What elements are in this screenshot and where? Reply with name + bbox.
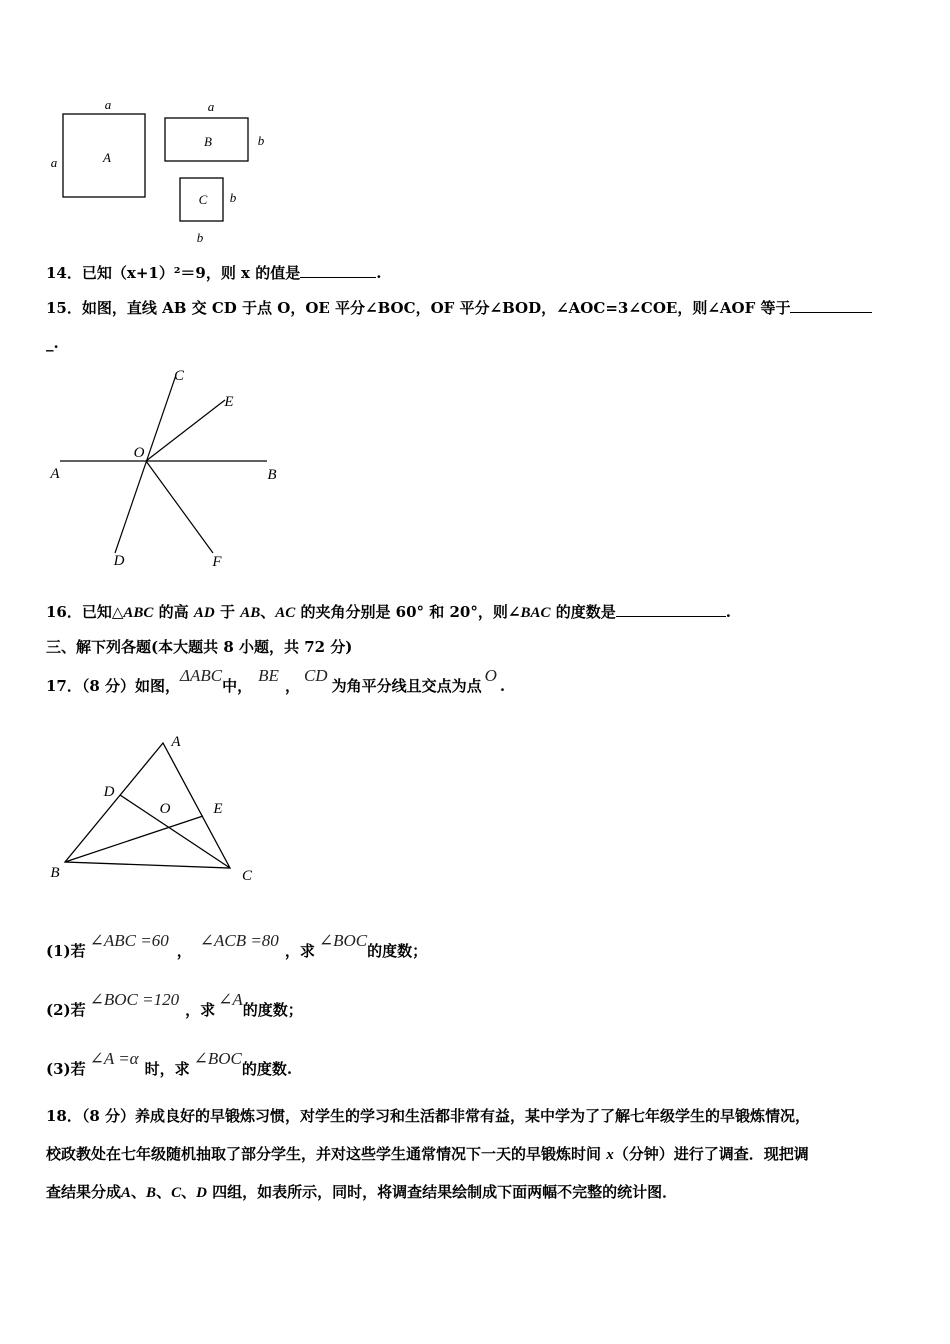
q17-1-text: ，求 — [284, 942, 315, 960]
q16-side-ac: AC — [275, 605, 296, 621]
square-a-top-label: a — [104, 97, 112, 112]
rect-b-name: B — [204, 134, 212, 149]
question-17 — [46, 666, 506, 696]
point-f-label: F — [212, 554, 222, 570]
answer-blank — [616, 602, 726, 617]
rect-b-right-label: b — [257, 133, 265, 148]
q17-1-angle-abc: ∠ABC =60 — [89, 931, 169, 950]
q16-angle: BAC — [520, 605, 551, 621]
q16-side-ab: AB — [240, 605, 261, 621]
q17-3-text: 的度数. — [241, 1060, 293, 1078]
point-e-label: E — [213, 801, 223, 817]
question-14 — [46, 262, 381, 283]
q18-variable-x: x — [606, 1147, 614, 1163]
q17-bisector-be: BE — [258, 666, 279, 685]
q16-end: . — [725, 603, 731, 621]
q17-text: ， — [284, 677, 300, 695]
question-14-text: 14．已知（x+1）²＝9，则 x 的值是 — [46, 264, 301, 282]
q18-sep: 、 — [131, 1183, 147, 1201]
point-e-label: E — [224, 394, 234, 410]
q18-sep: 、 — [156, 1183, 172, 1201]
q16-text: 于 — [214, 603, 241, 621]
q16-text: 的夹角分别是 60° 和 20°，则∠ — [295, 603, 521, 621]
q16-triangle: ABC — [123, 605, 154, 621]
question-14-end: . — [376, 264, 382, 282]
point-d-label: D — [113, 553, 125, 569]
q17-text: 17．（8 分）如图， — [46, 677, 181, 695]
q17-1-text: ， — [176, 942, 192, 960]
q18-text: 四组，如表所示，同时，将调查结果绘制成下面两幅不完整的统计图． — [206, 1183, 678, 1201]
triangle-abc — [65, 743, 230, 868]
question-16 — [46, 601, 731, 622]
q17-end: . — [499, 677, 506, 695]
q16-text: 、 — [260, 603, 276, 621]
q18-group-a: A — [121, 1185, 132, 1201]
q17-2-text: ，求 — [185, 1001, 216, 1019]
question-15 — [46, 297, 872, 318]
question-15-text: 15．如图，直线 AB 交 CD 于点 O，OE 平分∠BOC，OF 平分∠BOD，∠AOC=3∠COE，则∠AOF 等于 — [46, 299, 791, 317]
q17-1-text: (1)若 — [46, 942, 86, 960]
q17-text: 中， — [222, 677, 253, 695]
question-17-part-3 — [46, 1049, 293, 1079]
point-b-label: B — [267, 467, 277, 483]
point-d-label: D — [103, 784, 115, 800]
q16-text: 16．已知△ — [46, 603, 124, 621]
square-c-bottom-label: b — [196, 230, 204, 245]
q17-triangle: ΔABC — [180, 666, 223, 685]
q17-2-text: (2)若 — [46, 1001, 86, 1019]
rect-b-top-label: a — [207, 99, 215, 114]
q18-text: （分钟）进行了调查．现把调 — [613, 1145, 809, 1163]
answer-blank — [300, 263, 376, 278]
q16-altitude: AD — [193, 605, 215, 621]
question-18-line-2 — [46, 1143, 809, 1164]
q17-1-angle-acb: ∠ACB =80 — [199, 931, 279, 950]
q17-3-text: 时，求 — [144, 1060, 190, 1078]
point-a-label: A — [50, 466, 60, 482]
q18-group-d: D — [196, 1185, 207, 1201]
q17-bisector-cd: CD — [303, 666, 328, 685]
answer-blank — [790, 298, 872, 313]
vertex-b-label: B — [50, 865, 60, 881]
ray-oe — [146, 400, 225, 461]
question-17-part-2 — [46, 990, 303, 1020]
section-heading: 三、解下列各题(本大题共 8 小题，共 72 分) — [46, 638, 353, 656]
square-a-left-label: a — [50, 155, 58, 170]
vertex-a-label: A — [171, 734, 181, 750]
square-c-right-label: b — [229, 190, 237, 205]
point-o-label: O — [133, 445, 145, 461]
q18-sep: 、 — [181, 1183, 197, 1201]
point-o-label: O — [159, 801, 171, 817]
q17-2-angle-boc: ∠BOC =120 — [89, 990, 180, 1009]
q16-text: 的度数是 — [550, 603, 616, 621]
line-cd — [115, 375, 176, 553]
ray-of — [146, 461, 213, 553]
squares-figure — [40, 92, 280, 252]
bisector-be — [65, 816, 203, 862]
question-18-line-1: 18．（8 分）养成良好的早锻炼习惯，对学生的学习和生活都非常有益，某中学为了了解七年级学生的早锻炼情况， — [46, 1107, 811, 1125]
triangle-figure — [40, 725, 280, 890]
vertex-c-label: C — [241, 868, 253, 884]
lines-angle-figure — [40, 360, 300, 575]
q16-text: 的高 — [153, 603, 194, 621]
q17-2-text: 的度数； — [242, 1001, 303, 1019]
q17-text: 为角平分线且交点为点 — [331, 677, 482, 695]
q17-1-text: 的度数； — [367, 942, 428, 960]
question-17-part-1 — [46, 931, 428, 961]
q17-3-text: (3)若 — [46, 1060, 86, 1078]
q17-3-angle-boc: ∠BOC — [193, 1049, 242, 1068]
q18-text: 查结果分成 — [46, 1183, 122, 1201]
q18-group-b: B — [146, 1185, 157, 1201]
q17-point-o: O — [484, 666, 497, 685]
point-c-label: C — [173, 368, 185, 384]
q17-1-angle-boc: ∠BOC — [318, 931, 368, 950]
q17-3-angle-a: ∠A =α — [89, 1049, 139, 1068]
square-c-name: C — [198, 192, 208, 207]
q17-2-angle-a: ∠A — [218, 990, 243, 1009]
question-15-continuation: _. — [46, 334, 59, 352]
square-a-name: A — [103, 150, 111, 165]
question-18-line-3 — [46, 1181, 677, 1202]
q18-text: 校政教处在七年级随机抽取了部分学生，并对这些学生通常情况下一天的早锻炼时间 — [46, 1145, 607, 1163]
q18-group-c: C — [171, 1185, 182, 1201]
